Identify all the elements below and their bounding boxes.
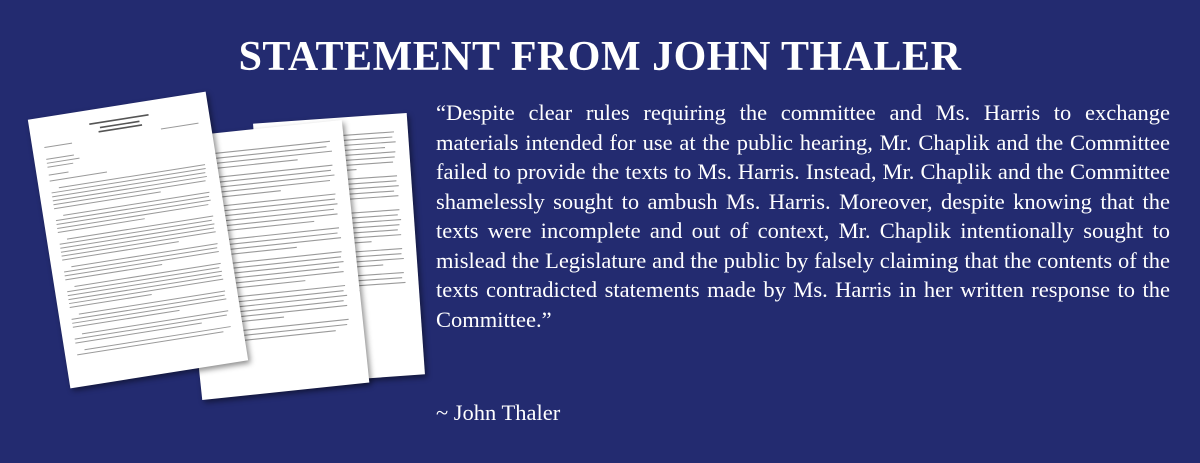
page-title: STATEMENT FROM JOHN THALER — [238, 34, 962, 80]
statement-quote: “Despite clear rules requiring the committee and Ms. Harris to exchange materials intended for use at the public hearing, Mr. Chaplik and the Committee failed to provide the texts to Ms. Harris. Instead, Mr. Chaplik and the Committee shamelessly sought to ambush Ms. Harris. Moreover, despite knowing that the texts were incomplete and out of context, Mr. Chaplik intentionally sought to mislead the Legislature and the public by falsely claiming that the contents of the texts contradicted statements made by Ms. Harris in her written response to the Committee.” — [436, 100, 1170, 332]
statement-attribution: ~ John Thaler — [436, 400, 561, 425]
document-pages-image — [0, 0, 430, 463]
